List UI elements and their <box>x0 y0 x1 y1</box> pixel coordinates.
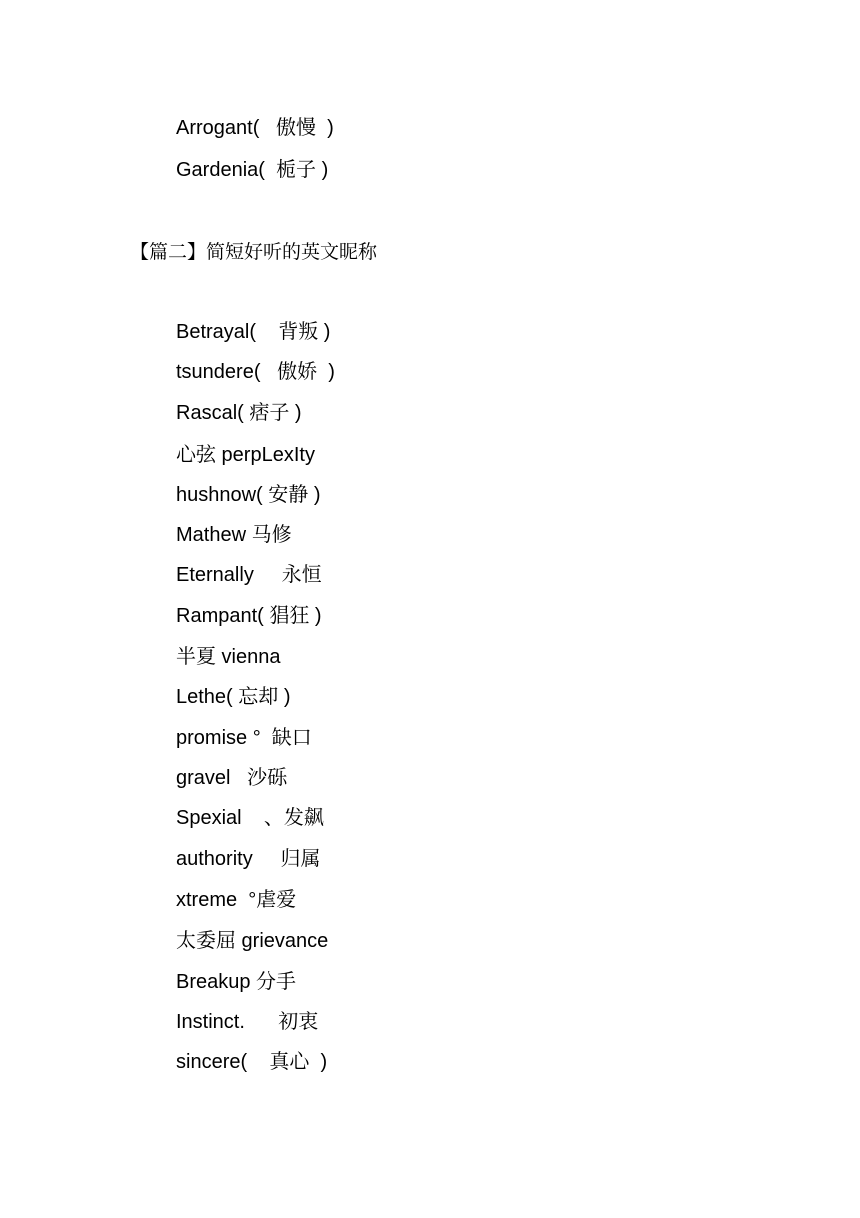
nickname-entry: xtreme °虐爱 <box>176 889 297 911</box>
nickname-entry: gravel 沙砾 <box>176 767 288 789</box>
nickname-entry: Instinct. 初衷 <box>176 1011 319 1033</box>
nickname-entry: Gardenia( 栀子 ) <box>176 159 329 181</box>
section-heading: 【篇二】简短好听的英文昵称 <box>130 241 378 263</box>
nickname-entry: Eternally 永恒 <box>176 564 322 586</box>
nickname-entry: Arrogant( 傲慢 ) <box>176 117 334 139</box>
nickname-entry: 太委屈 grievance <box>176 930 329 952</box>
nickname-entry: Rampant( 猖狂 ) <box>176 605 322 627</box>
nickname-entry: promise ° 缺口 <box>176 727 312 749</box>
nickname-entry: Rascal( 痞子 ) <box>176 402 302 424</box>
nickname-entry: tsundere( 傲娇 ) <box>176 361 335 383</box>
nickname-entry: 半夏 vienna <box>176 646 281 668</box>
nickname-entry: 心弦 perpLexIty <box>176 444 315 466</box>
nickname-entry: Breakup 分手 <box>176 971 297 993</box>
nickname-entry: hushnow( 安静 ) <box>176 484 321 506</box>
nickname-entry: Mathew 马修 <box>176 524 292 546</box>
nickname-entry: Lethe( 忘却 ) <box>176 686 291 708</box>
nickname-entry: Betrayal( 背叛 ) <box>176 321 331 343</box>
nickname-entry: sincere( 真心 ) <box>176 1051 328 1073</box>
nickname-entry: authority 归属 <box>176 848 321 870</box>
nickname-entry: Spexial 、发飙 <box>176 807 324 829</box>
